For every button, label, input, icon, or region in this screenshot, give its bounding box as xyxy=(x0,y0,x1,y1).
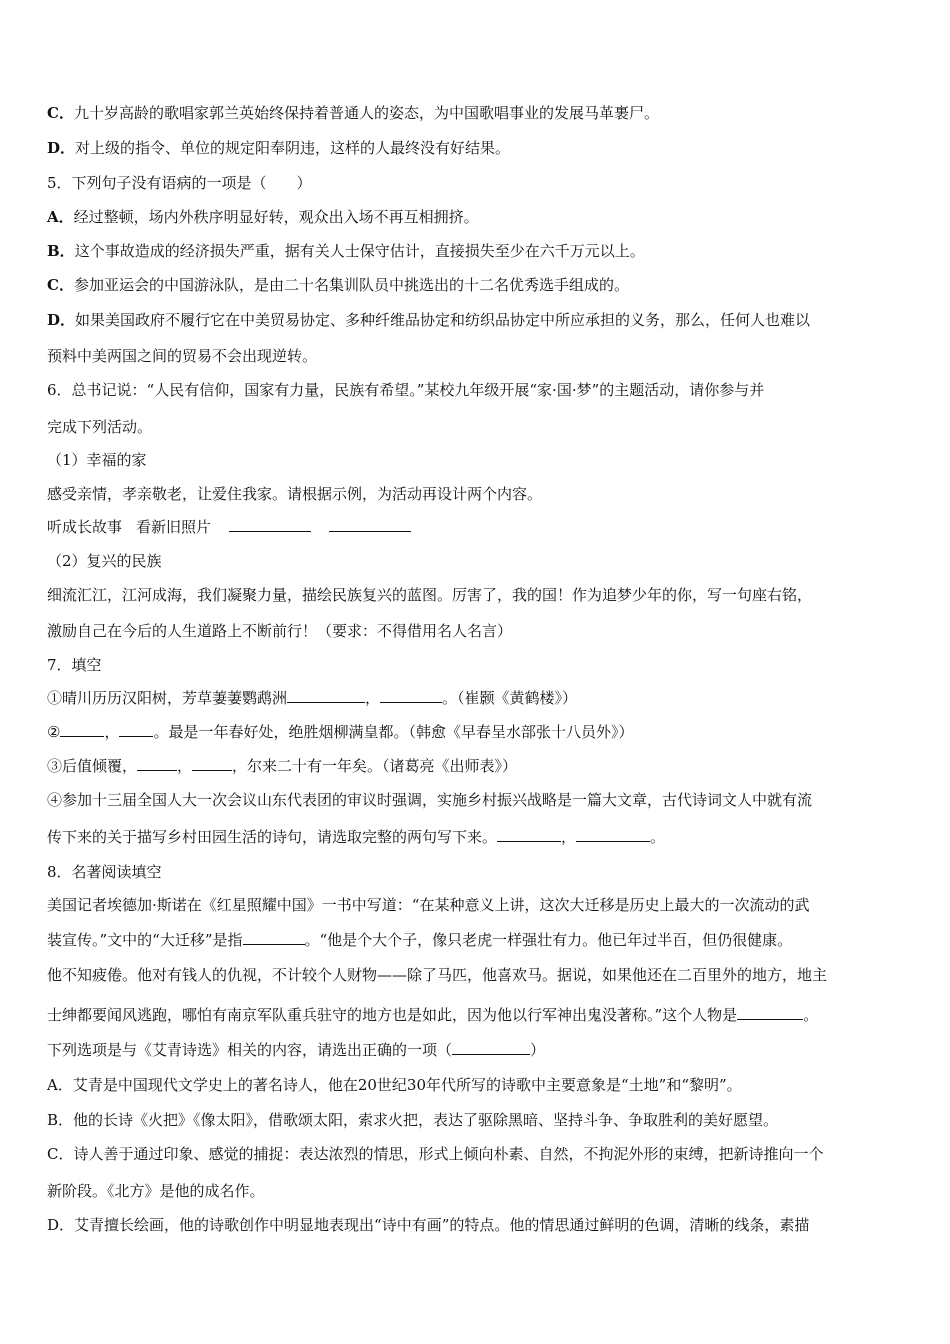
text-line: 感受亲情，孝亲敬老，让爱住我家。请根据示例，为活动再设计两个内容。 xyxy=(47,485,543,503)
answer-blank[interactable] xyxy=(60,722,104,737)
fill-line xyxy=(47,827,665,847)
fill-line xyxy=(47,1040,545,1060)
option-text: 经过整顿，场内外秩序明显好转，观众出入场不再互相拥挤。 xyxy=(73,208,479,226)
answer-blank[interactable] xyxy=(243,930,305,945)
option-c-line: C．诗人善于通过印象、感觉的捕捉：表达浓烈的情思，形式上倾向朴素、自然，不拘泥外形的束缚，把新诗推向一个 xyxy=(47,1145,824,1163)
option-label: A． xyxy=(47,208,74,226)
answer-blank[interactable] xyxy=(452,1040,530,1055)
fill-text: 下列选项是与《艾青诗选》相关的内容，请选出正确的一项（ xyxy=(47,1041,453,1059)
fill-text: 。最是一年春好处，绝胜烟柳满皇都。（韩愈《早春呈水部张十八员外》） xyxy=(153,723,634,741)
fill-text: 。“他是个大个子，像只老虎一样强壮有力。他已年过半百，但仍很健康。 xyxy=(304,931,793,949)
fill-line xyxy=(47,688,577,708)
text-line: 他不知疲倦。他对有钱人的仇视，不计较个人财物——除了马匹，他喜欢马。据说，如果他还在二百里外的地方，地主 xyxy=(47,966,828,984)
fill-text: ， xyxy=(561,828,577,846)
fill-line xyxy=(47,756,517,776)
fill-text: 。 xyxy=(650,828,666,846)
option-text: 如果美国政府不履行它在中美贸易协定、多种纤维品协定和纺织品协定中所应承担的义务，那么，任何人也难以 xyxy=(75,311,811,329)
fill-text: 装宣传。”文中的“大迁移”是指 xyxy=(47,931,243,949)
section-heading: （1）幸福的家 xyxy=(47,451,147,469)
activity-example-line xyxy=(47,517,411,537)
text-line: 美国记者埃德加·斯诺在《红星照耀中国》一书中写道：“在某种意义上讲，这次大迁移是历史上最大的一次流动的武 xyxy=(47,896,810,914)
option-text: 对上级的指令、单位的规定阳奉阴违，这样的人最终没有好结果。 xyxy=(75,139,511,157)
text-line: 预料中美两国之间的贸易不会出现逆转。 xyxy=(47,347,318,365)
option-text: 这个事故造成的经济损失严重，据有关人士保守估计，直接损失至少在六千万元以上。 xyxy=(74,242,645,260)
text-line: 新阶段。《北方》是他的成名作。 xyxy=(47,1182,265,1200)
question-5-title: 5．下列句子没有语病的一项是（ ） xyxy=(47,174,312,192)
fill-line xyxy=(47,1005,818,1025)
fill-text: ， xyxy=(177,757,193,775)
fill-text: ③后值倾覆， xyxy=(47,757,138,775)
answer-blank[interactable] xyxy=(137,756,177,771)
question-6-title: 6．总书记说：“人民有信仰，国家有力量，民族有希望。”某校九年级开展“家·国·梦”的主题活动，请你参与并 xyxy=(47,381,765,399)
option-a-line xyxy=(47,207,479,227)
option-text: 参加亚运会的中国游泳队，是由二十名集训队员中挑选出的十二名优秀选手组成的。 xyxy=(73,276,629,294)
option-c-line xyxy=(47,103,659,123)
fill-text: ，尔来二十有一年矣。（诸葛亮《出师表》） xyxy=(232,757,518,775)
option-c-line xyxy=(47,275,629,295)
text-line: ④参加十三届全国人大一次会议山东代表团的审议时强调，实施乡村振兴战略是一篇大文章，古代诗词文人中就有流 xyxy=(47,791,813,809)
option-a-line: A．艾青是中国现代文学史上的著名诗人，他在20世纪30年代所写的诗歌中主要意象是“土地”和“黎明”。 xyxy=(47,1076,742,1094)
option-d-line: D．艾青擅长绘画，他的诗歌创作中明显地表现出“诗中有画”的特点。他的情思通过鲜明的色调，清晰的线条，素描 xyxy=(47,1216,810,1234)
option-d-line xyxy=(47,138,510,158)
option-label: D． xyxy=(47,139,76,157)
text-line: 完成下列活动。 xyxy=(47,418,153,436)
answer-blank[interactable] xyxy=(497,827,561,842)
answer-blank[interactable] xyxy=(329,517,411,532)
option-d-line xyxy=(47,310,810,330)
fill-text: ①晴川历历汉阳树，芳草萋萋鹦鹉洲 xyxy=(47,689,288,707)
option-label: D． xyxy=(47,311,76,329)
fill-text: ） xyxy=(530,1041,546,1059)
option-label: C． xyxy=(47,104,74,122)
answer-blank[interactable] xyxy=(192,756,232,771)
option-label: C． xyxy=(47,276,74,294)
answer-blank[interactable] xyxy=(287,688,365,703)
fill-text: ， xyxy=(365,689,381,707)
example-item: 听成长故事 xyxy=(47,518,123,536)
example-item: 看新旧照片 xyxy=(136,518,212,536)
fill-text: ② xyxy=(47,723,61,741)
answer-blank[interactable] xyxy=(380,688,442,703)
option-b-line xyxy=(47,241,645,261)
answer-blank[interactable] xyxy=(229,517,311,532)
question-7-title: 7．填空 xyxy=(47,656,102,674)
fill-text: 。（崔颢《黄鹤楼》） xyxy=(442,689,578,707)
fill-text: 。 xyxy=(803,1006,819,1024)
answer-blank[interactable] xyxy=(119,722,153,737)
section-heading: （2）复兴的民族 xyxy=(47,552,162,570)
fill-line xyxy=(47,930,792,950)
fill-text: ， xyxy=(104,723,120,741)
text-line: 细流汇江，江河成海，我们凝聚力量，描绘民族复兴的蓝图。厉害了，我的国！作为追梦少年的你，写一句座右铭， xyxy=(47,586,813,604)
fill-text: 士绅都要闻风逃跑，哪怕有南京军队重兵驻守的地方也是如此，因为他以行军神出鬼没著称。”这个人物是 xyxy=(47,1006,738,1024)
fill-line xyxy=(47,722,633,742)
question-8-title: 8．名著阅读填空 xyxy=(47,863,162,881)
option-b-line: B．他的长诗《火把》《像太阳》，借歌颂太阳，索求火把，表达了驱除黑暗、坚持斗争、争取胜利的美好愿望。 xyxy=(47,1111,779,1129)
option-text: 九十岁高龄的歌唱家郭兰英始终保持着普通人的姿态，为中国歌唱事业的发展马革裹尸。 xyxy=(73,104,659,122)
fill-text: 传下来的关于描写乡村田园生活的诗句，请选取完整的两句写下来。 xyxy=(47,828,498,846)
text-line: 激励自己在今后的人生道路上不断前行！（要求：不得借用名人名言） xyxy=(47,622,513,640)
answer-blank[interactable] xyxy=(576,827,650,842)
answer-blank[interactable] xyxy=(737,1005,803,1020)
option-label: B． xyxy=(47,242,75,260)
